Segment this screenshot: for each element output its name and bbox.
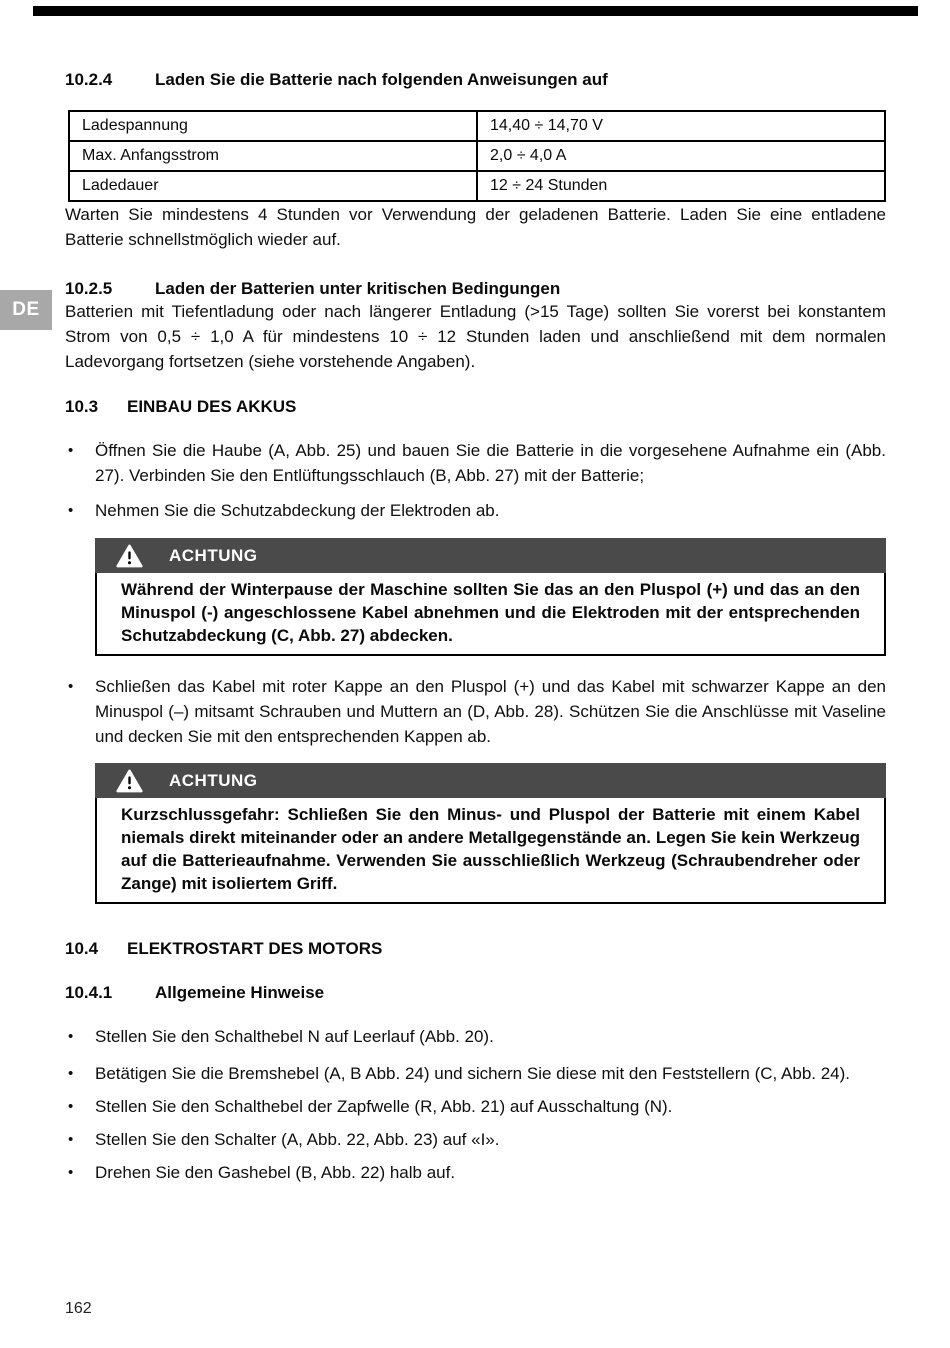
page-number: 162: [65, 1300, 92, 1317]
warning-box-winter-storage: [95, 538, 886, 656]
list-item: • Öffnen Sie die Haube (A, Abb. 25) und bauen Sie die Batterie in die vorgesehene Aufnahme ein (Abb. 27). Verbinden Sie den Entlüftungsschlauch (B, Abb. 27) mit der Batterie;: [65, 438, 886, 488]
section-title: Allgemeine Hinweise: [155, 983, 325, 1002]
warning-triangle-icon: [116, 769, 143, 793]
warning-text: Während der Winterpause der Maschine sollten Sie das an den Pluspol (+) und das an den Minuspol (-) angeschlossene Kabel abnehmen und die Elektroden mit der entsprechenden Schutzabdeckung (C, Abb. 27) abdecken.: [95, 573, 886, 656]
table-row: [69, 111, 885, 141]
table-row: [69, 141, 885, 171]
section-number: 10.3: [65, 397, 99, 416]
section-number: 10.2.4: [65, 70, 113, 89]
warning-text: Kurzschlussgefahr: Schließen Sie den Minus- und Pluspol der Batterie mit einem Kabel niemals direkt miteinander oder an andere Metallgegenstände an. Legen Sie kein Werkzeug auf die Batterieaufnahme. Verwenden Sie ausschließlich Werkzeug (Schraubendreher oder Zange) mit isoliertem Griff.: [95, 798, 886, 904]
warning-triangle-icon: [116, 544, 143, 568]
warning-label: ACHTUNG: [169, 545, 258, 565]
section-heading-10-4: [65, 939, 886, 959]
section-heading-10-3: [65, 397, 886, 417]
list-item: • Schließen das Kabel mit roter Kappe an den Pluspol (+) und das Kabel mit schwarzer Kappe an den Minuspol (–) mitsamt Schrauben und Muttern an (D, Abb. 28). Schützen Sie die Anschlüsse mit Vaseline und decken Sie mit den entsprechenden Kappen ab.: [65, 674, 886, 749]
section-title: Laden der Batterien unter kritischen Bedingungen: [155, 279, 561, 298]
list-item: • Stellen Sie den Schalthebel N auf Leerlauf (Abb. 20).: [65, 1024, 886, 1049]
section-heading-10-4-1: [65, 983, 886, 1003]
section-heading-10-2-5: [65, 279, 886, 299]
table-cell-label: Max. Anfangsstrom: [69, 141, 477, 171]
section-title: ELEKTROSTART DES MOTORS: [127, 939, 383, 958]
table-cell-value: 2,0 ÷ 4,0 A: [477, 141, 885, 171]
paragraph-critical-charging: Batterien mit Tiefentladung oder nach längerer Entladung (>15 Tage) sollten Sie vorerst bei konstantem Strom von 0,5 ÷ 1,0 A für mindestens 10 ÷ 12 Stunden laden und anschließend mit dem normalen Ladevorgang fortsetzen (siehe vorstehende Angaben).: [65, 302, 886, 371]
table-row: [69, 171, 885, 201]
section-heading-10-2-4: [65, 70, 886, 90]
list-item: • Drehen Sie den Gashebel (B, Abb. 22) halb auf.: [65, 1160, 886, 1185]
table-cell-value: 14,40 ÷ 14,70 V: [477, 111, 885, 141]
section-number: 10.2.5: [65, 279, 113, 298]
charging-parameters-table: [68, 110, 886, 202]
table-cell-value: 12 ÷ 24 Stunden: [477, 171, 885, 201]
paragraph-wait-4-hours: Warten Sie mindestens 4 Stunden vor Verwendung der geladenen Batterie. Laden Sie eine entladene Batterie schnellstmöglich wieder auf.: [65, 205, 886, 249]
table-cell-label: Ladespannung: [69, 111, 477, 141]
warning-header: [95, 538, 886, 573]
list-item: • Nehmen Sie die Schutzabdeckung der Elektroden ab.: [65, 498, 886, 523]
warning-label: ACHTUNG: [169, 770, 258, 790]
list-item: • Stellen Sie den Schalthebel der Zapfwelle (R, Abb. 21) auf Ausschaltung (N).: [65, 1094, 886, 1119]
section-title: EINBAU DES AKKUS: [127, 397, 297, 416]
table-cell-label: Ladedauer: [69, 171, 477, 201]
list-item: • Stellen Sie den Schalter (A, Abb. 22, Abb. 23) auf «I».: [65, 1127, 886, 1152]
page-content: [65, 0, 886, 1185]
section-number: 10.4: [65, 939, 99, 958]
section-title: Laden Sie die Batterie nach folgenden Anweisungen auf: [155, 70, 608, 89]
language-tab-de: [0, 290, 52, 330]
list-item: • Betätigen Sie die Bremshebel (A, B Abb. 24) und sichern Sie diese mit den Feststellern (C, Abb. 24).: [65, 1061, 886, 1086]
warning-box-short-circuit: [95, 763, 886, 904]
language-tab-label: DE: [12, 299, 40, 320]
section-number: 10.4.1: [65, 983, 113, 1002]
warning-header: [95, 763, 886, 798]
